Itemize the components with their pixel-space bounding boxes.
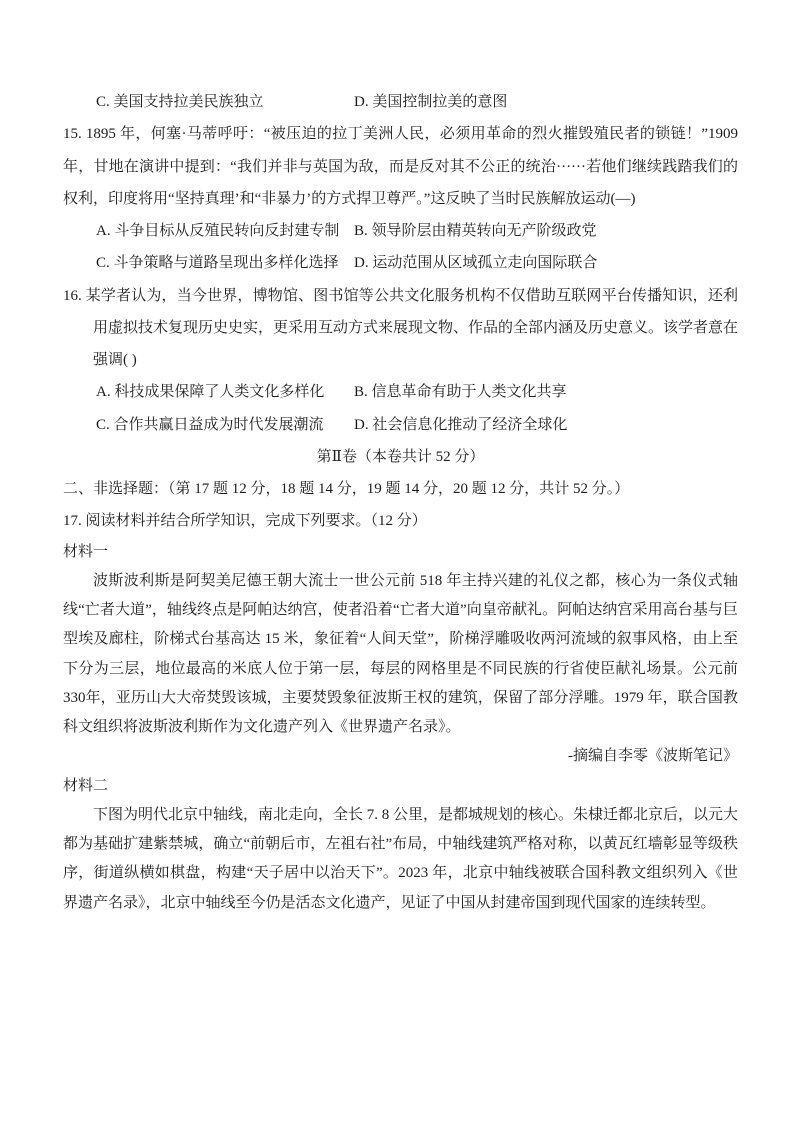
q16-stem: 16. 某学者认为，当今世界，博物馆、图书馆等公共文化服务机构不仅借助互联网平台传播知识，还利用虚拟技术复现历史史实，更采用互动方式来展现文物、作品的全部内涵及历史意义。该学者意在强调( ) [63,287,739,368]
q14-option-c: C. 美国支持拉美民族独立 [96,94,264,110]
material2-label: 材料二 [63,777,109,794]
q16-option-d: D. 社会信息化推动了经济全球化 [354,416,568,433]
q14-option-d: D. 美国控制拉美的意图 [354,94,508,110]
q16-options-ab [63,376,738,408]
material1-label: 材料一 [63,543,109,560]
q16-option-c: C. 合作共赢日益成为时代发展潮流 [96,416,324,433]
q16-options-cd [63,409,738,441]
q15-option-b: B. 领导阶层由精英转向无产阶级政党 [354,223,597,239]
material1-paragraph: 波斯波利斯是阿契美尼德王朝大流士一世公元前 518 年主持兴建的礼仪之都，核心为一条仪式轴线“亡者大道”，轴线终点是阿帕达纳宫，使者沿着“亡者大道”向皇帝献礼。阿帕达纳宫采用高台基与巨型埃及廊柱，阶梯式台基高达 15 米，象征着“人间天堂”，阶梯浮雕吸收两河流域的叙事风格，由上至下分为三层，地位最高的米底人位于第一层，每层的网格里是不同民族的行省使臣献礼场景。公元前330年，亚历山大大帝焚毁该城，主要焚毁象征波斯王权的建筑，保留了部分浮雕。1979 年，联合国教科文组织将波斯波利斯作为文化遗产列入《世界遗产名录》。 [63,572,738,735]
material2-paragraph: 下图为明代北京中轴线，南北走向，全长 7. 8 公里，是都城规划的核心。朱棣迁都北京后，以元大都为基础扩建紫禁城，确立“前朝后市，左祖右社”布局，中轴线建筑严格对称，以黄瓦红墙彰显等级秩序，街道纵横如棋盘，构建“天子居中以治天下”。2023 年，北京中轴线被联合国科教文组织列入《世界遗产名录》，北京中轴线至今仍是活态文化遗产，见证了中国从封建帝国到现代国家的连续转型。 [63,806,739,911]
material1-source: -摘编自李零《波斯笔记》 [568,748,738,765]
section2-intro: 二、非选择题：（第 17 题 12 分，18 题 14 分，19 题 14 分，20 题 12 分，共计 52 分。） [63,481,630,497]
q15-stem: 15. 1895 年，何塞·马蒂呼吁：“被压迫的拉丁美洲人民，必须用革命的烈火摧毁殖民者的锁链！”1909 年，甘地在演讲中提到：“我们并非与英国为敌，而是反对其不公正的统治······若他们继续践踏我们的权利，印度将用“坚持真理’和“非暴力’的方式捍卫尊严。”这反映了当时民族解放运动(—) [63,126,738,207]
q16-option-a: A. 科技成果保障了人类文化多样化 [96,384,325,401]
q15-options-ab [63,215,738,247]
section2-title: 第Ⅱ卷（本卷共计 52 分） [316,448,485,465]
q15-options-cd [63,247,738,279]
q14-options-cd [63,86,738,118]
q15-option-c: C. 斗争策略与道路呈现出多样化选择 [96,255,339,272]
q16-option-b: B. 信息革命有助于人类文化共享 [354,384,567,401]
q17-intro: 17. 阅读材料并结合所学知识，完成下列要求。（12 分） [63,513,427,530]
q15-option-d: D. 运动范围从区域孤立走向国际联合 [354,255,598,272]
q15-option-a: A. 斗争目标从反殖民转向反封建专制 [96,223,340,239]
